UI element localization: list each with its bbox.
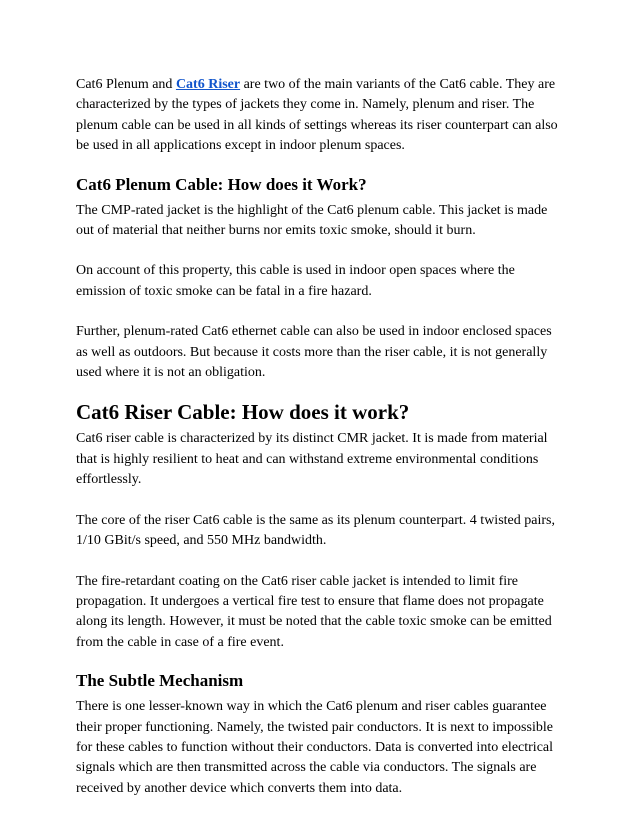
riser-paragraph-2: The core of the riser Cat6 cable is the same as its plenum counterpart. 4 twisted pairs, 1/10 GBit/s speed, and 550 MHz bandwidth. [76,512,555,549]
plenum-section-heading: Cat6 Plenum Cable: How does it Work? [76,174,367,194]
riser-section-heading: Cat6 Riser Cable: How does it work? [76,400,410,425]
mechanism-paragraph-1: There is one lesser-known way in which the Cat6 plenum and riser cables guarantee their proper functioning. Namely, the twisted pair conductors. It is next to impossible for these cables to function without their conductors. Data is converted into electrical signals which are then transmitted across the cable via conductors. The signals are received by another device which converts them into data. [76,699,554,796]
plenum-paragraph-2: On account of this property, this cable is used in indoor open spaces where the emission of toxic smoke can be fatal in a fire hazard. [76,263,515,299]
plenum-paragraph-1: The CMP-rated jacket is the highlight of the Cat6 plenum cable. This jacket is made out of material that neither burns nor emits toxic smoke, should it burn. [76,202,548,239]
cat6-riser-link[interactable]: Cat6 Riser [175,77,241,92]
intro-text-rest: are two of the main variants of the Cat6 cable. They are characterized by the types of jackets they come in. Namely, plenum and riser. The plenum cable can be used in all kinds of settings whereas its riser counterpart can also be used in all applications except in indoor plenum spaces. [76,77,558,154]
intro-paragraph [76,75,566,157]
riser-paragraph-3: The fire-retardant coating on the Cat6 riser cable jacket is intended to limit fire propagation. It undergoes a vertical fire test to ensure that flame does not propagate along its length. However, it must be noted that the cable toxic smoke can be emitted from the cable in case of a fire event. [76,573,552,650]
riser-paragraph-1: Cat6 riser cable is characterized by its distinct CMR jacket. It is made from material that is highly resilient to heat and can withstand extreme environmental conditions effortlessly. [76,431,548,488]
document-body [76,75,566,799]
intro-text-start: Cat6 Plenum and [76,77,176,92]
plenum-paragraph-3: Further, plenum-rated Cat6 ethernet cable can also be used in indoor enclosed spaces as well as outdoors. But because it costs more than the riser cable, it is not generally used where it is not an obligation. [76,324,552,381]
mechanism-section-heading: The Subtle Mechanism [76,671,244,691]
